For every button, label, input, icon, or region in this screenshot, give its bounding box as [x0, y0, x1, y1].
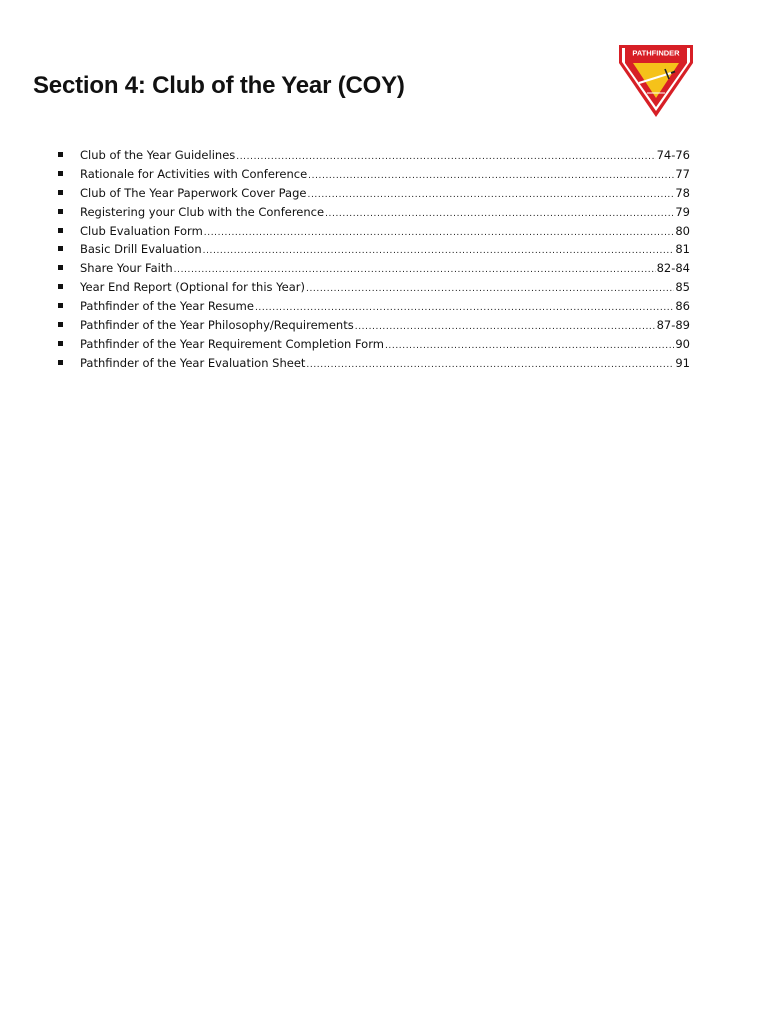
- toc-item[interactable]: [55, 280, 690, 299]
- square-bullet-icon: [58, 265, 63, 270]
- toc-item-pages: 78: [675, 185, 690, 200]
- toc-item-label: Pathfinder of the Year Philosophy/Requirements: [80, 318, 354, 333]
- toc-item[interactable]: [55, 224, 690, 243]
- toc-item-pages: 77: [675, 166, 690, 181]
- square-bullet-icon: [58, 341, 63, 346]
- toc-item-label: Pathfinder of the Year Evaluation Sheet: [80, 355, 306, 370]
- dot-leader: [203, 242, 675, 256]
- dot-leader: [306, 280, 674, 294]
- toc-item[interactable]: [55, 299, 690, 318]
- toc-item-label: Pathfinder of the Year Requirement Completion Form: [80, 336, 384, 351]
- dot-leader: [307, 186, 674, 200]
- toc-item-label: Registering your Club with the Conference: [80, 204, 325, 219]
- toc-item-label: Club Evaluation Form: [80, 223, 203, 238]
- toc-item-pages: 74-76: [656, 148, 690, 162]
- toc-item[interactable]: [55, 186, 690, 205]
- dot-leader: [255, 299, 674, 313]
- toc-item[interactable]: [55, 356, 690, 375]
- toc-item-pages: 85: [675, 280, 690, 295]
- toc-item[interactable]: [55, 167, 690, 186]
- square-bullet-icon: [58, 190, 63, 195]
- toc-item-label: Basic Drill Evaluation: [80, 242, 202, 257]
- toc-item-pages: 91: [675, 355, 690, 370]
- square-bullet-icon: [58, 228, 63, 233]
- toc-item-pages: 81: [675, 242, 690, 257]
- toc-item-label: Year End Report (Optional for this Year): [80, 280, 305, 295]
- square-bullet-icon: [58, 209, 63, 214]
- dot-leader: [236, 148, 655, 162]
- toc-item[interactable]: [55, 261, 690, 280]
- dot-leader: [306, 356, 674, 370]
- square-bullet-icon: [58, 246, 63, 251]
- dot-leader: [308, 167, 674, 181]
- toc-item-label: Pathfinder of the Year Resume: [80, 299, 254, 314]
- toc-item-pages: 82-84: [656, 261, 690, 276]
- toc-item-pages: 86: [675, 299, 690, 314]
- pathfinder-logo: [617, 43, 695, 119]
- dot-leader: [204, 224, 675, 238]
- dot-leader: [174, 261, 656, 275]
- toc-item-pages: 87-89: [656, 318, 690, 333]
- square-bullet-icon: [58, 171, 63, 176]
- toc-item[interactable]: [55, 337, 690, 356]
- logo-wordmark: PATHFINDER: [632, 48, 680, 58]
- square-bullet-icon: [58, 303, 63, 308]
- toc-item-label: Club of The Year Paperwork Cover Page: [80, 185, 307, 200]
- toc-item-label: Share Your Faith: [80, 261, 173, 276]
- square-bullet-icon: [58, 284, 63, 289]
- toc-item[interactable]: [55, 148, 690, 167]
- square-bullet-icon: [58, 152, 63, 157]
- toc-item-pages: 79: [675, 204, 690, 219]
- toc-item[interactable]: [55, 242, 690, 261]
- section-title: Section 4: Club of the Year (COY): [33, 72, 405, 99]
- table-of-contents: [55, 148, 690, 375]
- toc-item-label: Club of the Year Guidelines: [80, 148, 236, 162]
- toc-item-label: Rationale for Activities with Conference: [80, 166, 308, 181]
- pathfinder-shield-icon: [617, 43, 695, 119]
- toc-item[interactable]: [55, 318, 690, 337]
- dot-leader: [325, 205, 674, 219]
- dot-leader: [355, 318, 656, 332]
- dot-leader: [385, 337, 674, 351]
- square-bullet-icon: [58, 322, 63, 327]
- toc-item-pages: 80: [675, 223, 690, 238]
- square-bullet-icon: [58, 360, 63, 365]
- toc-item-pages: 90: [675, 336, 690, 351]
- toc-item[interactable]: [55, 205, 690, 224]
